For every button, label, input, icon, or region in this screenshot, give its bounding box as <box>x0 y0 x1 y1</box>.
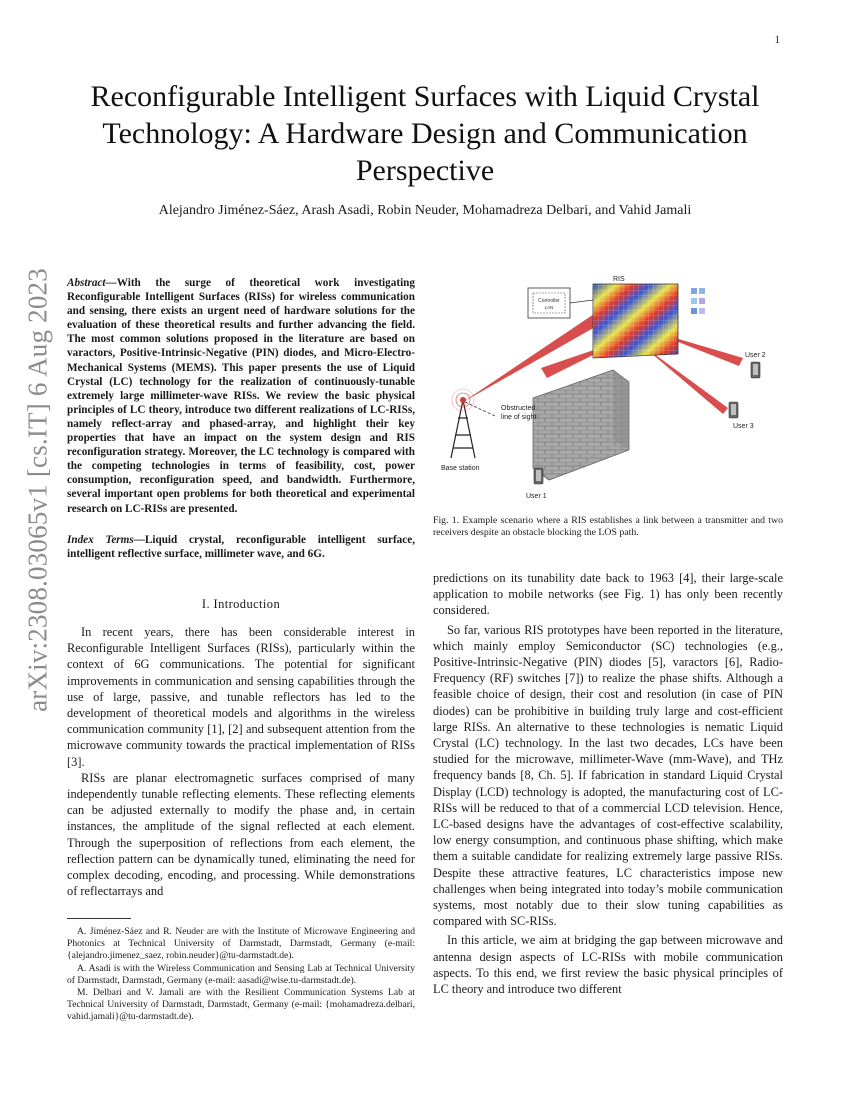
user3-label: User 3 <box>733 423 754 430</box>
controller-label: Controller <box>538 298 560 304</box>
figure-caption-text: Fig. 1. Example scenario where a RIS establishes a link between a transmitter and two receivers despite an obstacle blocking the LOS path. <box>433 515 783 539</box>
obstructed-label-1: Obstructed <box>501 405 536 412</box>
body-paragraph: predictions on its tunability date back to 1963 [4], their large-scale application to mobile networks (see Fig. 1) has only been recently considered. <box>433 571 783 618</box>
ris-inset-element <box>691 308 697 314</box>
ris-inset-element <box>691 298 697 304</box>
footnote-divider <box>67 918 131 919</box>
index-terms-text: —Liquid crystal, reconfigurable intelligent surface, intelligent reflective surface, millimeter wave, and 6G. <box>67 534 415 561</box>
right-column-body <box>433 570 783 997</box>
base-station-label: Base station <box>441 465 480 472</box>
user1-label: User 1 <box>526 493 547 500</box>
body-paragraph: So far, various RIS prototypes have been reported in the literature, which mainly employ Semiconductor (SC) technologies (e.g., Positive-Intrinsic-Negative (PIN) diodes [5], varactors [6], Radio-Frequency (RF) switches [7]) to realize the phase shifts. Although a feasible choice of design, their cost and resolution (in case of PIN diodes) can be prohibitive in building truly large and cost-efficient large RISs. An alternative to these technologies is nematic Liquid Crystal (LC) technology. In the last two decades, LCs have been studied for the microwave, millimeter-Wave (mm-Wave), and THz frequency bands [8, Ch. 5]. If fabrication in standard Liquid Crystal Display (LCD) technology is adopted, the manufacturing cost of LC-RISs will be reduced to that of a commercial LCD television. Hence, LC-based designs have the advantages of cost-effective scalability, low energy consumption, and continuous phase shifting, which make them a suitable candidate for realizing extremely large passive RISs. Despite these attractive features, LC characteristics impose new challenges when being integrated into today’s mobile communication systems, most notably due to their slow tuning capabilities as compared with SC-RISs. <box>433 622 783 929</box>
obstructed-label-2: line of sight <box>501 414 537 421</box>
ris-inset-element <box>699 298 705 304</box>
index-terms <box>67 533 415 561</box>
arxiv-watermark <box>18 268 58 712</box>
section-heading-text: I. Introduction <box>201 597 281 611</box>
index-terms-label: Index Terms <box>67 534 134 546</box>
footnotes <box>67 926 415 1024</box>
intro-body <box>67 624 415 899</box>
arxiv-id: arXiv:2308.03065v1 [cs.IT] 6 Aug 2023 <box>22 268 53 712</box>
body-paragraph: In this article, we aim at bridging the gap between microwave and antenna design aspects of LC-RISs with mobile communication aspects. To this end, we first review the basic physical principles of LC theory and introduce two different <box>433 933 783 997</box>
abstract-text: —With the surge of theoretical work investigating Reconfigurable Intelligent Surfaces (RISs) for wireless communication and sensing, there exists an urgent need of hardware solutions for the evaluation of these theoretical results and further advancing the field. The most common solutions proposed in the literature are based on varactors, Positive-Intrinsic-Negative (PIN) diodes, and Micro-Electro-Mechanical Systems (MEMS). This paper presents the use of Liquid Crystal (LC) technology for the realization of continuously-tunable extremely large millimeter-wave RISs. We review the basic physical principles of LC theory, introduce two different realizations of LC-RISs, namely reflect-array and phased-array, and highlight their key properties that have an impact on the system design and RIS reconfiguration strategy. Moreover, the LC technology is compared with the competing technologies in terms of feasibility, cost, power consumption, reconfiguration speed, and bandwidth. Furthermore, several important open problems for both theoretical and experimental research on LC-RISs are presented. <box>67 277 415 515</box>
author-list: Alejandro Jiménez-Sáez, Arash Asadi, Robin Neuder, Mohamadreza Delbari, and Vahid Jamali <box>158 203 692 218</box>
footnote: M. Delbari and V. Jamali are with the Resilient Communication Systems Lab at Technical University of Darmstadt, Darmstadt, Germany (e-mail: {mohamadreza.delbari, vahid.jamali}@tu-darmstadt.de). <box>67 987 415 1023</box>
page-number: 1 <box>774 34 780 46</box>
user2-label: User 2 <box>745 352 766 359</box>
controller-cable <box>570 300 593 303</box>
figure-1 <box>433 270 783 510</box>
abstract-label: Abstract <box>67 277 106 289</box>
ris-inset-element <box>699 308 705 314</box>
ris-inset-element <box>699 288 705 294</box>
paper-title: Reconfigurable Intelligent Surfaces with Liquid Crystal Technology: A Hardware Design and Communication Perspective <box>90 80 760 187</box>
ris-label: RIS <box>613 276 625 283</box>
controller-label-2: LAN <box>544 305 554 310</box>
abstract <box>67 276 415 516</box>
intro-paragraph: RISs are planar electromagnetic surfaces comprised of many independently tunable reflecting elements. These reflecting elements can be adjusted externally to modify the phase and, in certain instances, the amplitude of the signal reflected at each element. Through the superposition of reflections from each element, the reflection pattern can be dynamically tuned, eliminating the need for complex decoding, encoding, and processing. While demonstrations of reflectarrays and <box>67 770 415 899</box>
base-station-icon <box>451 389 475 458</box>
footnote: A. Jiménez-Sáez and R. Neuder are with the Institute of Microwave Engineering and Photonics at Technical University of Darmstadt, Darmstadt, Germany (e-mail: {alejandro.jimenez_saez, robin.neuder}@tu-darmstadt.de). <box>67 926 415 962</box>
section-heading <box>67 597 415 612</box>
intro-paragraph: In recent years, there has been considerable interest in Reconfigurable Intelligent Surfaces (RISs), particularly within the context of 6G communications. The potential for significant improvements in communication and sensing capabilities through the use of large, passive, and tunable reflectors has led to the development of theoretical models and algorithms in the wireless communication community [1], [2] and subsequent attention from the microwave community towards the practical implementation of RISs [3]. <box>67 625 415 769</box>
footnote: A. Asadi is with the Wireless Communication and Sensing Lab at Technical University of Darmstadt, Darmstadt, Germany (e-mail: aasadi@wise.tu-darmstadt.de). <box>67 962 415 986</box>
figure-caption <box>433 515 783 540</box>
ris-inset-element <box>691 288 697 294</box>
figure-1-illustration <box>433 270 783 510</box>
